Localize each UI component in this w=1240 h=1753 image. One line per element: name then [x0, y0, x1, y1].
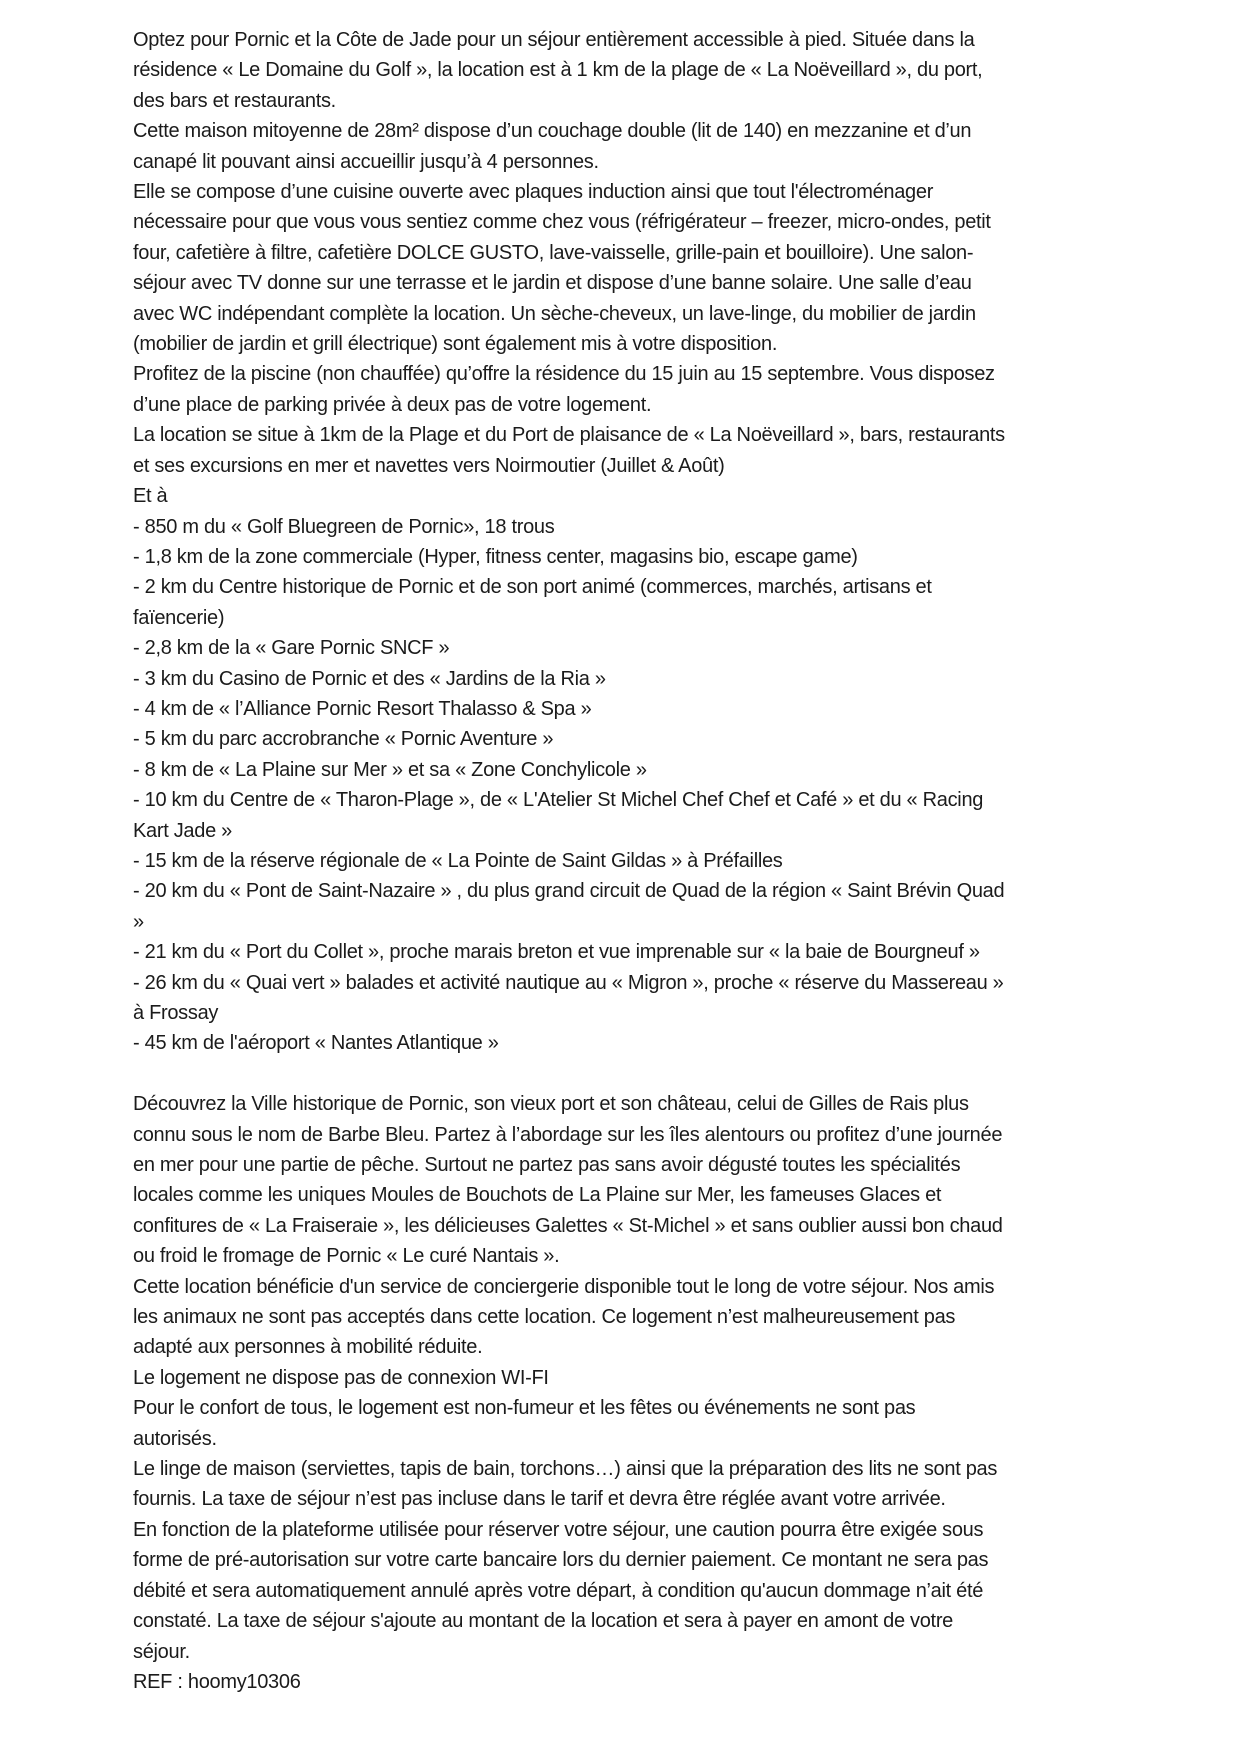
text-line: - 1,8 km de la zone commerciale (Hyper, fitness center, magasins bio, escape game): [133, 545, 858, 568]
text-line: locales comme les uniques Moules de Bouchots de La Plaine sur Mer, les fameuses Glaces et: [133, 1184, 942, 1207]
text-line: en mer pour une partie de pêche. Surtout ne partez pas sans avoir dégusté toutes les spécialités: [133, 1154, 961, 1177]
text-line: Le logement ne dispose pas de connexion WI-FI: [133, 1366, 549, 1389]
text-line: - 2,8 km de la « Gare Pornic SNCF »: [133, 637, 450, 660]
text-line: Profitez de la piscine (non chauffée) qu’offre la résidence du 15 juin au 15 septembre. Vous disposez: [133, 363, 995, 386]
text-line: Et à: [133, 485, 168, 508]
text-line: Elle se compose d’une cuisine ouverte avec plaques induction ainsi que tout l'électroménager: [133, 181, 934, 204]
text-line: - 20 km du « Pont de Saint-Nazaire » , du plus grand circuit de Quad de la région « Saint Brévin Quad: [133, 880, 1005, 903]
text-line: - 3 km du Casino de Pornic et des « Jardins de la Ria »: [133, 667, 606, 690]
text-line: - 10 km du Centre de « Tharon-Plage », de « L'Atelier St Michel Chef Chef et Café » et du « Racing: [133, 789, 984, 812]
text-line: fournis. La taxe de séjour n’est pas incluse dans le tarif et devra être réglée avant votre arrivée.: [133, 1488, 946, 1511]
text-line: et ses excursions en mer et navettes vers Noirmoutier (Juillet & Août): [133, 454, 725, 477]
text-line: nécessaire pour que vous vous sentiez comme chez vous (réfrigérateur – freezer, micro-ondes, petit: [133, 211, 991, 234]
text-line: Découvrez la Ville historique de Pornic, son vieux port et son château, celui de Gilles de Rais plus: [133, 1093, 969, 1116]
reference-line: REF : hoomy10306: [133, 1670, 301, 1693]
text-line: canapé lit pouvant ainsi accueillir jusqu’à 4 personnes.: [133, 150, 599, 173]
text-line: - 21 km du « Port du Collet », proche marais breton et vue imprenable sur « la baie de Bourgneuf »: [133, 941, 980, 964]
text-line: connu sous le nom de Barbe Bleu. Partez à l’abordage sur les îles alentours ou profitez d’une journée: [133, 1123, 1003, 1146]
text-line: Pour le confort de tous, le logement est non-fumeur et les fêtes ou événements ne sont pas: [133, 1397, 916, 1420]
text-line: forme de pré-autorisation sur votre carte bancaire lors du dernier paiement. Ce montant ne sera pas: [133, 1549, 989, 1572]
text-line: débité et sera automatiquement annulé après votre départ, à condition qu'aucun dommage n’ait été: [133, 1579, 984, 1602]
text-line: (mobilier de jardin et grill électrique) sont également mis à votre disposition.: [133, 333, 778, 356]
text-line: avec WC indépendant complète la location. Un sèche-cheveux, un lave-linge, du mobilier de jardin: [133, 302, 976, 325]
text-line: - 8 km de « La Plaine sur Mer » et sa « Zone Conchylicole »: [133, 758, 647, 781]
text-line: résidence « Le Domaine du Golf », la location est à 1 km de la plage de « La Noëveillard », du port,: [133, 59, 983, 82]
text-line: La location se situe à 1km de la Plage et du Port de plaisance de « La Noëveillard », bars, restaurants: [133, 424, 1005, 447]
text-line: les animaux ne sont pas acceptés dans cette location. Ce logement n’est malheureusement pas: [133, 1306, 956, 1329]
text-line: - 850 m du « Golf Bluegreen de Pornic», 18 trous: [133, 515, 555, 538]
text-line: constaté. La taxe de séjour s'ajoute au montant de la location et sera à payer en amont de votre: [133, 1610, 953, 1633]
text-line: Le linge de maison (serviettes, tapis de bain, torchons…) ainsi que la préparation des lits ne sont pas: [133, 1458, 998, 1481]
text-line: En fonction de la plateforme utilisée pour réserver votre séjour, une caution pourra être exigée sous: [133, 1518, 984, 1541]
text-line: - 4 km de « l’Alliance Pornic Resort Thalasso & Spa »: [133, 697, 592, 720]
text-line: Kart Jade »: [133, 819, 232, 842]
text-line: Cette maison mitoyenne de 28m² dispose d’un couchage double (lit de 140) en mezzanine et d’un: [133, 120, 972, 143]
text-line: - 15 km de la réserve régionale de « La Pointe de Saint Gildas » à Préfailles: [133, 849, 783, 872]
text-line: à Frossay: [133, 1002, 219, 1024]
text-line: faïencerie): [133, 606, 225, 629]
text-line: Cette location bénéficie d'un service de conciergerie disponible tout le long de votre séjour. Nos amis: [133, 1275, 995, 1298]
text-line: adapté aux personnes à mobilité réduite.: [133, 1336, 483, 1359]
text-line: d’une place de parking privée à deux pas de votre logement.: [133, 393, 652, 416]
text-line: [133, 1059, 1138, 1089]
text-line: ou froid le fromage de Pornic « Le curé Nantais ».: [133, 1245, 560, 1268]
text-line: des bars et restaurants.: [133, 89, 336, 112]
text-line: - 26 km du « Quai vert » balades et activité nautique au « Migron », proche « réserve du Massereau »: [133, 971, 1004, 994]
text-line: confitures de « La Fraiseraie », les délicieuses Galettes « St-Michel » et sans oublier aussi bon chaud: [133, 1214, 1003, 1237]
text-line: »: [133, 910, 144, 933]
text-line: four, cafetière à filtre, cafetière DOLCE GUSTO, lave-vaisselle, grille-pain et bouilloire). Une salon-: [133, 241, 974, 264]
text-line: séjour.: [133, 1640, 190, 1663]
text-line: séjour avec TV donne sur une terrasse et le jardin et dispose d’une banne solaire. Une salle d’eau: [133, 272, 972, 295]
document-text: [133, 25, 1138, 1697]
text-line: - 2 km du Centre historique de Pornic et de son port animé (commerces, marchés, artisans et: [133, 576, 932, 599]
text-line: - 5 km du parc accrobranche « Pornic Aventure »: [133, 728, 554, 751]
text-line: autorisés.: [133, 1427, 217, 1450]
text-line: - 45 km de l'aéroport « Nantes Atlantique »: [133, 1032, 499, 1055]
text-line: Optez pour Pornic et la Côte de Jade pour un séjour entièrement accessible à pied. Située dans la: [133, 29, 975, 51]
